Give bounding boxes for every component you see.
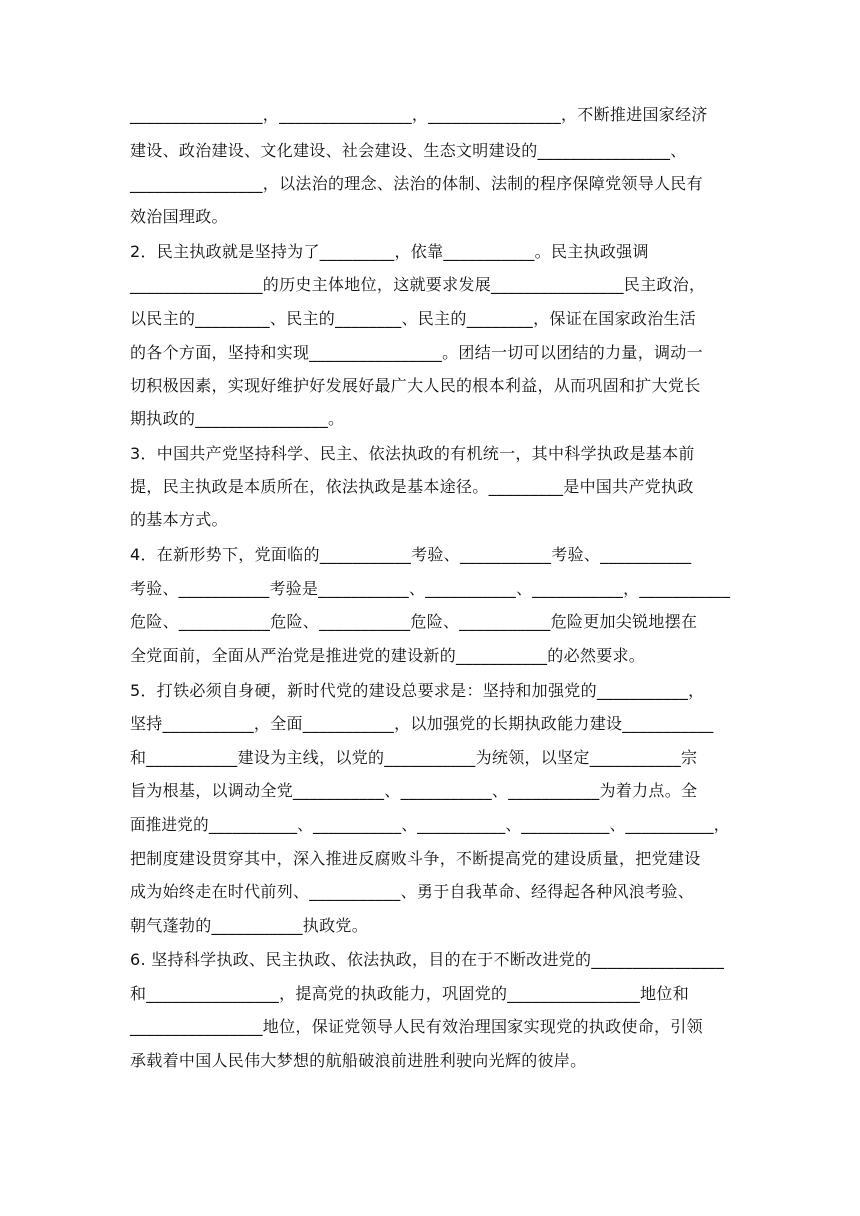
text-line: 把制度建设贯穿其中，深入推进反腐败斗争，不断提高党的建设质量，把党建设 xyxy=(130,849,701,868)
text-line: 和________________，提高党的执政能力，巩固党的________________地位和 xyxy=(130,984,689,1003)
text-line: 考验、___________考验是___________、___________、___________，___________ xyxy=(130,579,731,598)
text-line: 承载着中国人民伟大梦想的航船破浪前进胜利驶向光辉的彼岸。 xyxy=(130,1051,587,1070)
text-line: 面推进党的___________、___________、___________、___________、___________， xyxy=(130,815,730,834)
text-line: 的基本方式。 xyxy=(130,510,228,529)
text-line: 5．打铁必须自身硬，新时代党的建设总要求是：坚持和加强党的___________， xyxy=(130,681,705,700)
text-line: 朝气蓬勃的___________执政党。 xyxy=(130,916,369,935)
text-line: 切积极因素，实现好维护好发展好最广大人民的根本利益，从而巩固和扩大党长 xyxy=(130,376,701,395)
text-line: 3．中国共产党坚持科学、民主、依法执政的有机统一，其中科学执政是基本前 xyxy=(130,444,695,463)
text-line: ________________，________________，________________，不断推进国家经济 xyxy=(130,105,708,124)
text-line: 效治国理政。 xyxy=(130,207,228,226)
text-line: ________________的历史主体地位，这就要求发展________________民主政治， xyxy=(130,275,706,294)
text-line: 旨为根基，以调动全党___________、___________、___________为着力点。全 xyxy=(130,781,698,800)
text-line: 建设、政治建设、文化建设、社会建设、生态文明建设的________________、 xyxy=(130,141,687,160)
text-line: 坚持___________，全面___________，以加强党的长期执政能力建设___________ xyxy=(130,714,714,733)
text-line: 危险、___________危险、___________危险、___________危险更加尖锐地摆在 xyxy=(130,612,698,631)
text-line: 的各个方面，坚持和实现________________。团结一切可以团结的力量，调动一 xyxy=(130,343,703,362)
text-line: 2．民主执政就是坚持为了_________，依靠___________。民主执政强调 xyxy=(130,242,649,261)
text-line: 4．在新形势下，党面临的___________考验、___________考验、___________ xyxy=(130,545,692,564)
text-line: 期执政的________________。 xyxy=(130,409,345,428)
text-line: 成为始终走在时代前列、___________、勇于自我革命、经得起各种风浪考验、 xyxy=(130,882,695,901)
text-line: 和___________建设为主线，以党的___________为统领，以坚定___________宗 xyxy=(130,748,698,767)
text-line: 全党面前，全面从严治党是推进党的建设新的___________的必然要求。 xyxy=(130,646,646,665)
text-line: ________________，以法治的理念、法治的体制、法制的程序保障党领导人民有 xyxy=(130,174,703,193)
text-line: 6. 坚持科学执政、民主执政、依法执政，目的在于不断改进党的________________ xyxy=(130,950,725,969)
text-line: 提，民主执政是本质所在，依法执政是基本途径。_________是中国共产党执政 xyxy=(130,477,694,496)
text-line: 以民主的_________、民主的________、民主的________，保证在国家政治生活 xyxy=(130,309,697,328)
text-line: ________________地位，保证党领导人民有效治理国家实现党的执政使命，引领 xyxy=(130,1017,703,1036)
